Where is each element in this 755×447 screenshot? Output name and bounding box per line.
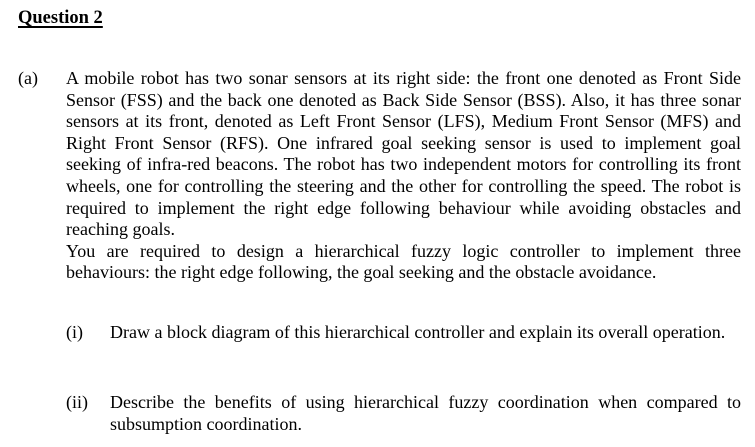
- subpart-i-label: (i): [66, 322, 83, 342]
- part-a-paragraph-1: A mobile robot has two sonar sensors at its right side: the front one denoted as Front Side Sensor (FSS) and the back one denoted as Back Side Sensor (BSS). Also, it has three sonar sensors at its front, denoted as Left Front Sensor (LFS), Medium Front Sensor (MFS) and Right Front Sensor (RFS). One infrared goal seeking sensor is used to implement goal seeking of infra-red beacons. The robot has two independent motors for controlling its front wheels, one for controlling the steering and the other for controlling the speed. The robot is required to implement the right edge following behaviour while avoiding obstacles and reaching goals.: [66, 68, 741, 240]
- subpart-ii-label: (ii): [66, 392, 88, 412]
- part-a-paragraph-2: You are required to design a hierarchical fuzzy logic controller to implement three behaviours: the right edge following, the goal seeking and the obstacle avoidance.: [66, 240, 741, 283]
- subpart-i-text: Draw a block diagram of this hierarchical controller and explain its overall operation.: [110, 322, 726, 342]
- part-a-body: [66, 68, 741, 284]
- question-heading: Question 2: [18, 8, 103, 28]
- subpart-ii-text: Describe the benefits of using hierarchical fuzzy coordination when compared to subsumption coordination.: [110, 392, 741, 434]
- part-a-label: (a): [18, 68, 38, 88]
